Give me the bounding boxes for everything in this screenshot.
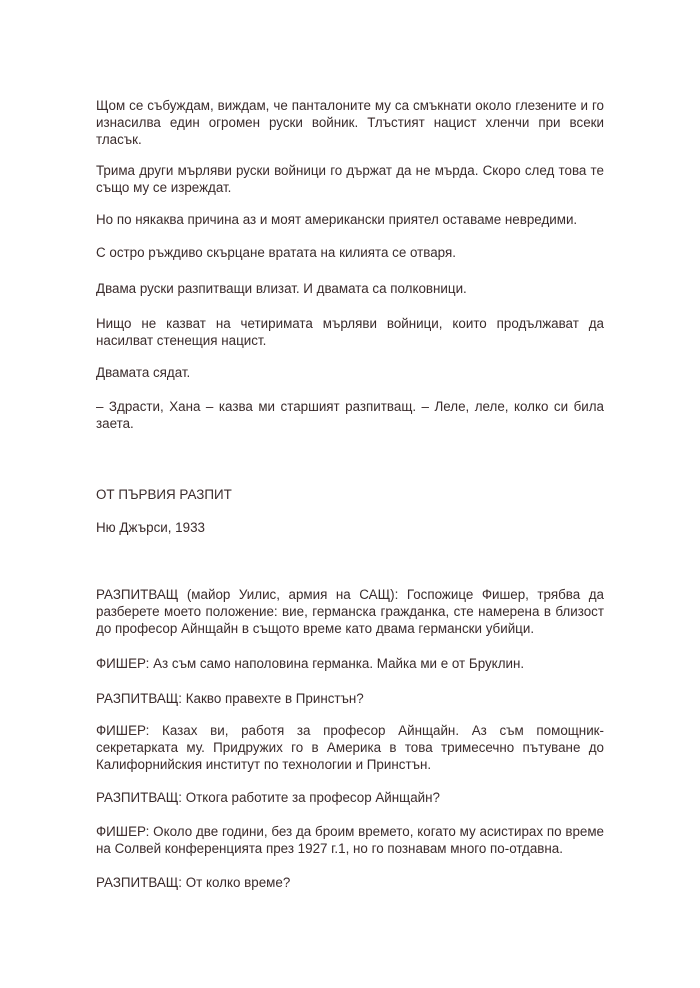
place-date: Ню Джърси, 1933 [96, 520, 205, 535]
section-heading: ОТ ПЪРВИЯ РАЗПИТ [96, 487, 232, 502]
dialogue-line-6: ФИШЕР: Около две години, без да броим времето, когато му асистирах по време на Солвей конференцията през 1927 г.1, но го познавам много по-отдавна. [96, 824, 604, 856]
paragraph-7: Двамата сядат. [96, 365, 191, 380]
paragraph-4: С остро ръждиво скърцане вратата на килията се отваря. [96, 245, 456, 260]
dialogue-line-2: ФИШЕР: Аз съм само наполовина германка. Майка ми е от Бруклин. [96, 656, 525, 671]
paragraph-5: Двама руски разпитващи влизат. И двамата са полковници. [96, 281, 467, 296]
paragraph-6: Нищо не казват на четиримата мърляви войници, които продължават да насилват стенещия нацист. [96, 316, 604, 348]
paragraph-8: – Здрасти, Хана – казва ми старшият разпитващ. – Леле, леле, колко си била заета. [96, 399, 604, 431]
dialogue-line-1: РАЗПИТВАЩ (майор Уилис, армия на САЩ): Госпожице Фишер, трябва да разберете моето положение: вие, германска гражданка, сте намерена в близост до професор Айнщайн в същото време като двама германски убийци. [96, 587, 604, 636]
dialogue-line-3: РАЗПИТВАЩ: Какво правехте в Принстън? [96, 691, 364, 706]
paragraph-2: Трима други мърляви руски войници го държат да не мърда. Скоро след това те също му се изреждат. [96, 163, 604, 195]
paragraph-1: Щом се събуждам, виждам, че панталоните му са смъкнати около глезените и го изнасилва един огромен руски войник. Тлъстият нацист хленчи при всеки тласък. [96, 98, 604, 147]
dialogue-line-5: РАЗПИТВАЩ: Откога работите за професор Айнщайн? [96, 790, 440, 805]
dialogue-line-4: ФИШЕР: Казах ви, работя за професор Айнщайн. Аз съм помощник-секретарката му. Придружих го в Америка в това тримесечно пътуване до Калифорнийския институт по технологии и Принстън. [96, 723, 604, 772]
paragraph-3: Но по някаква причина аз и моят американски приятел оставаме невредими. [96, 212, 578, 227]
dialogue-line-7: РАЗПИТВАЩ: От колко време? [96, 875, 291, 890]
